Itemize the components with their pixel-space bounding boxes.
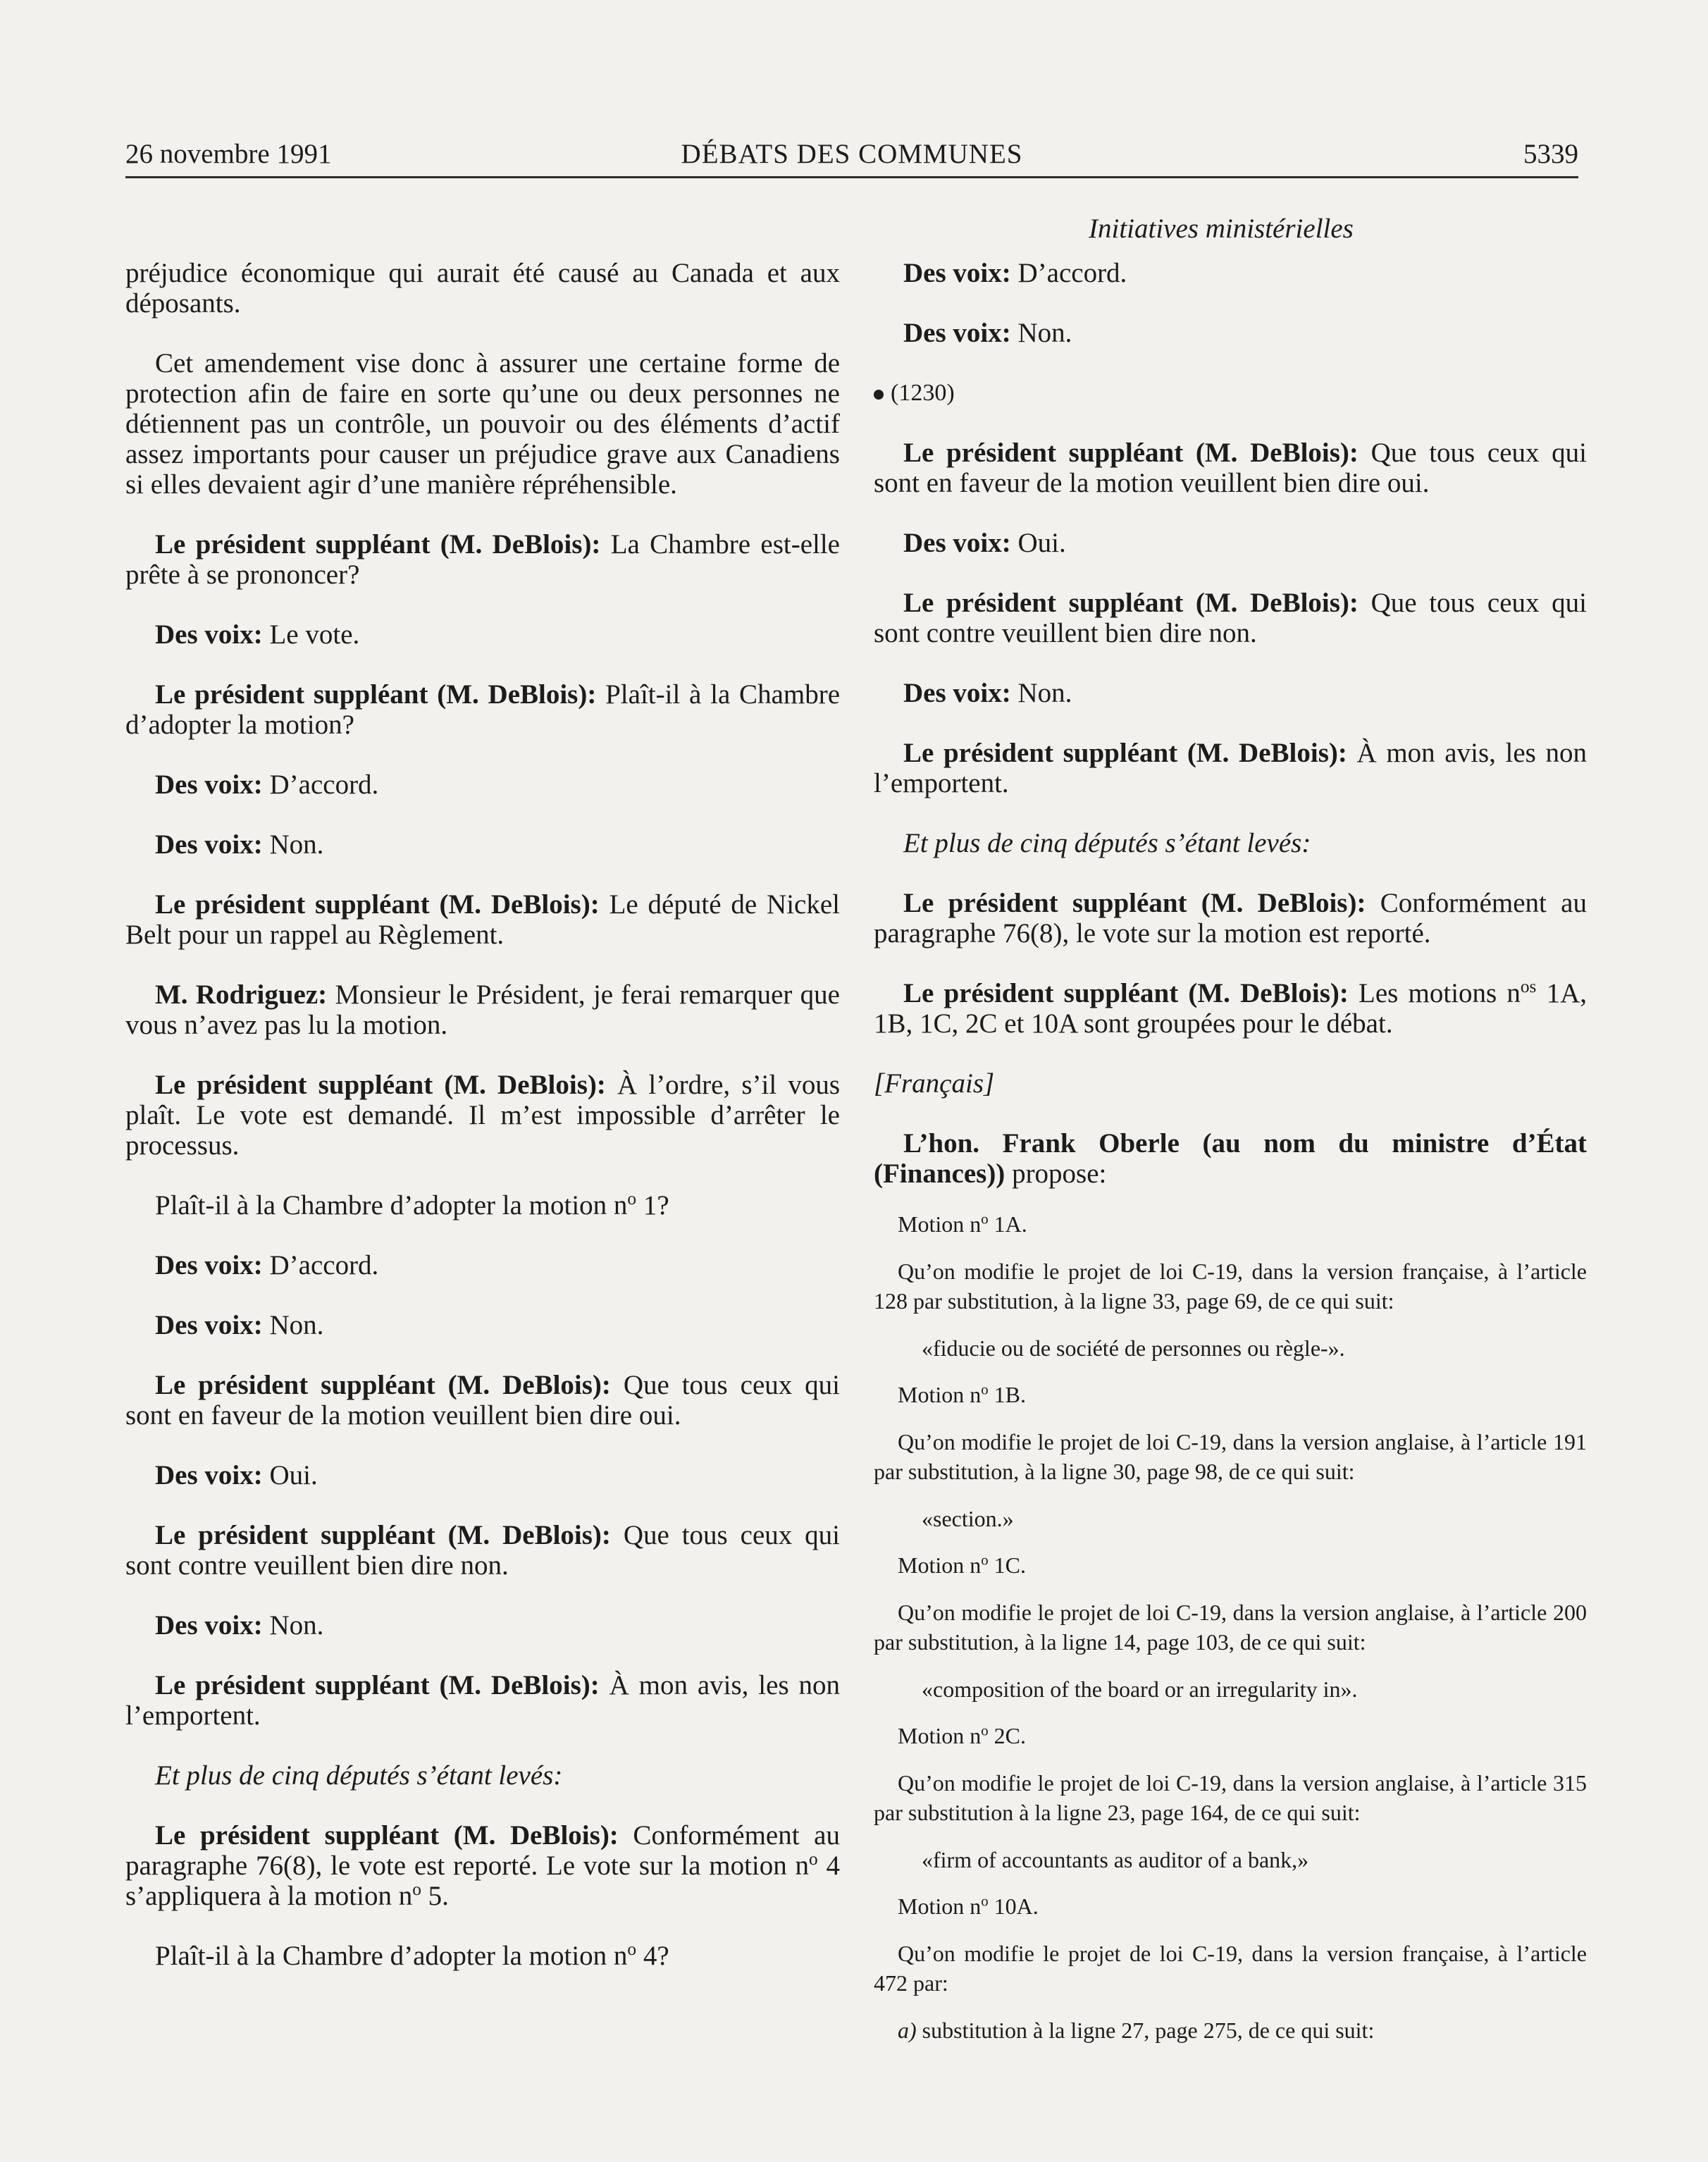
time-marker-text: (1230) [891, 380, 955, 406]
motion-label [898, 1722, 1587, 1750]
speaker: Des voix: [903, 678, 1011, 708]
superscript: o [981, 1211, 989, 1228]
speech: D’accord. [262, 770, 379, 800]
speech: Le député de Nickel Belt pour un rappel au Règlement. [125, 889, 841, 950]
motion-1a [874, 1210, 1587, 1362]
paragraph [874, 438, 1587, 498]
motion-text: Qu’on modifie le projet de loi C-19, dans la version anglaise, à l’article 191 par substitution, à la ligne 30, page 98, de ce qui suit: [874, 1429, 1587, 1484]
paragraph [874, 888, 1587, 949]
motion-label-text: Motion n [898, 1894, 982, 1919]
speaker: Le président suppléant (M. DeBlois): [155, 679, 597, 710]
motion-label-text: 1B. [988, 1382, 1026, 1407]
speaker: Des voix: [155, 770, 263, 800]
speaker: Le président suppléant (M. DeBlois): [903, 978, 1349, 1008]
motion-text: Qu’on modifie le projet de loi C-19, dans la version anglaise, à l’article 200 par substitution, à la ligne 14, page 103, de ce qui suit: [874, 1600, 1587, 1655]
speech: Les motions n [1348, 978, 1521, 1008]
speech: La Chambre est-elle prête à se prononcer? [125, 529, 840, 590]
page-number: 5339 [1523, 139, 1578, 169]
speaker: Le président suppléant (M. DeBlois): [155, 889, 600, 920]
speaker: Des voix: [155, 829, 263, 860]
speech: 1? [636, 1190, 669, 1221]
paragraph: Cet amendement vise donc à assurer une certaine forme de protection afin de faire en sorte qu’une ou deux personnes ne détiennent pas un contrôle, un pouvoir ou des éléments d’actif assez importants pour causer un préjudice grave aux Canadiens si elles devaient agir d’une manière répréhensible. [125, 348, 840, 500]
speech: Plaît-il à la Chambre d’adopter la motion n [155, 1941, 628, 1971]
paragraph [125, 1370, 840, 1431]
speech: Conformément au paragraphe 76(8), le vote est reporté. Le vote sur la motion n [125, 1820, 840, 1881]
superscript: o [981, 1893, 989, 1910]
paragraph [125, 1610, 840, 1641]
paragraph [125, 980, 840, 1040]
stage-direction: Et plus de cinq députés s’étant levés: [903, 828, 1311, 858]
paragraph: préjudice économique qui aurait été causé au Canada et aux déposants. [125, 258, 840, 319]
speaker: Des voix: [903, 318, 1011, 348]
motion-label-text: 1C. [988, 1552, 1026, 1578]
speaker: Le président suppléant (M. DeBlois): [903, 888, 1366, 918]
time-marker [874, 378, 1587, 408]
superscript: o [412, 1879, 421, 1900]
motion-label-text: Motion n [898, 1211, 982, 1237]
speaker: Des voix: [155, 1250, 263, 1280]
motion-label [898, 1892, 1587, 1920]
speech: 4 s’appliquera à la motion n [125, 1851, 841, 1911]
paragraph [125, 1820, 840, 1911]
motion-1b [874, 1380, 1587, 1533]
paragraph [874, 678, 1587, 708]
speaker: L’hon. Frank Oberle (au nom du ministre d’État (Finances)) [874, 1128, 1587, 1189]
motion-label-text: Motion n [898, 1552, 982, 1578]
speech: 1A, 1B, 1C, 2C et 10A sont groupées pour le débat. [874, 978, 1587, 1039]
speech: D’accord. [1010, 258, 1127, 288]
paragraph [125, 1670, 840, 1731]
paragraph [125, 889, 840, 950]
paragraph [125, 1460, 840, 1490]
superscript: o [627, 1189, 637, 1209]
superscript: o [627, 1939, 637, 1960]
speech: 4? [636, 1941, 669, 1971]
left-column [125, 258, 840, 2001]
paragraph [125, 619, 840, 650]
paragraph [125, 1250, 840, 1280]
speaker: Des voix: [155, 1460, 263, 1490]
motion-label-text: 10A. [988, 1894, 1039, 1919]
motion-10a [874, 1892, 1587, 2044]
motion-text: Qu’on modifie le projet de loi C-19, dans la version française, à l’article 128 par substitution, à la ligne 33, page 69, de ce qui suit: [874, 1259, 1587, 1314]
paragraph [125, 829, 840, 860]
language-tag: [Français] [874, 1068, 995, 1099]
header-date: 26 novembre 1991 [125, 139, 332, 169]
paragraph [125, 679, 840, 740]
bullet-icon [874, 390, 884, 400]
speech: Plaît-il à la Chambre d’adopter la motion n [155, 1190, 628, 1221]
speech: Non. [1010, 678, 1072, 708]
motion-2c [874, 1722, 1587, 1874]
motion-1c [874, 1551, 1587, 1703]
speech: Non. [1010, 318, 1072, 348]
page-header [125, 138, 1578, 178]
motion-label [898, 1380, 1587, 1409]
section-heading: Initiatives ministérielles [1089, 214, 1354, 244]
speaker: Le président suppléant (M. DeBlois): [903, 438, 1359, 468]
speech: Non. [262, 829, 324, 860]
paragraph [874, 528, 1587, 558]
speech: Conformément au paragraphe 76(8), le vote sur la motion est reporté. [874, 888, 1587, 949]
stage-direction: Et plus de cinq députés s’étant levés: [155, 1760, 563, 1791]
paragraph [874, 258, 1587, 288]
paragraph [125, 1190, 840, 1221]
header-title: DÉBATS DES COMMUNES [681, 139, 1023, 169]
motion-label-text: Motion n [898, 1382, 982, 1407]
motion-quote: «fiducie ou de société de personnes ou règle-». [922, 1335, 1345, 1361]
speech: Plaît-il à la Chambre d’adopter la motion? [125, 679, 841, 740]
header-rule [125, 176, 1578, 178]
paragraph [874, 588, 1587, 648]
speaker: Des voix: [903, 528, 1011, 558]
speech: D’accord. [262, 1250, 379, 1280]
superscript: o [981, 1722, 989, 1739]
paragraph [125, 1310, 840, 1340]
speech: À mon avis, les non l’emportent. [874, 738, 1588, 798]
paragraph [874, 1128, 1587, 1189]
speaker: Des voix: [155, 1610, 263, 1641]
motion-quote: «composition of the board or an irregularity in». [922, 1676, 1358, 1702]
speaker: Le président suppléant (M. DeBlois): [903, 588, 1359, 618]
speech: À l’ordre, s’il vous plaît. Le vote est demandé. Il m’est impossible d’arrêter le processus. [125, 1070, 840, 1161]
paragraph [125, 1941, 840, 1971]
speech: Que tous ceux qui sont en faveur de la motion veuillent bien dire oui. [125, 1370, 840, 1431]
speech: Non. [262, 1610, 324, 1641]
speaker: M. Rodriguez: [155, 980, 328, 1010]
speech: Que tous ceux qui sont contre veuillent bien dire non. [874, 588, 1587, 648]
motion-label [898, 1551, 1587, 1579]
speaker: Des voix: [903, 258, 1011, 288]
paragraph [874, 318, 1587, 348]
speech: Que tous ceux qui sont contre veuillent bien dire non. [125, 1520, 840, 1581]
paragraph [125, 1070, 840, 1161]
speech: Oui. [1010, 528, 1066, 558]
speaker: Le président suppléant (M. DeBlois): [155, 529, 601, 560]
speaker: Des voix: [155, 619, 263, 650]
motion-label-text: 2C. [988, 1723, 1026, 1748]
right-column [874, 258, 1587, 2063]
motion-text: Qu’on modifie le projet de loi C-19, dans la version anglaise, à l’article 315 par substitution à la ligne 23, page 164, de ce qui suit: [874, 1770, 1587, 1825]
motion-quote: «firm of accountants as auditor of a bank,» [922, 1847, 1309, 1872]
speech: Non. [262, 1310, 324, 1340]
speaker: Le président suppléant (M. DeBlois): [155, 1370, 611, 1400]
item-letter: a) [898, 2018, 917, 2043]
speech: propose: [1005, 1159, 1107, 1189]
motion-label-text: Motion n [898, 1723, 982, 1748]
paragraph [125, 1520, 840, 1581]
paragraph [125, 770, 840, 800]
speech: Oui. [262, 1460, 318, 1490]
paragraph [874, 738, 1587, 798]
speech: À mon avis, les non l’emportent. [125, 1670, 841, 1731]
speaker: Le président suppléant (M. DeBlois): [155, 1820, 619, 1851]
superscript: os [1520, 977, 1537, 997]
motion-label-text: 1A. [988, 1211, 1027, 1237]
motion-label [898, 1210, 1587, 1238]
motion-quote: «section.» [922, 1506, 1014, 1531]
superscript: o [981, 1552, 989, 1569]
motion-quote [898, 2016, 1587, 2044]
superscript: o [981, 1381, 989, 1398]
speaker: Des voix: [155, 1310, 263, 1340]
speaker: Le président suppléant (M. DeBlois): [903, 738, 1347, 768]
speech: Le vote. [262, 619, 360, 650]
speech: 5. [421, 1881, 449, 1911]
motion-text: Qu’on modifie le projet de loi C-19, dans la version française, à l’article 472 par: [874, 1941, 1587, 1996]
speech: Que tous ceux qui sont en faveur de la motion veuillent bien dire oui. [874, 438, 1587, 498]
motion-quote-text: substitution à la ligne 27, page 275, de ce qui suit: [916, 2018, 1375, 2043]
speaker: Le président suppléant (M. DeBlois): [155, 1520, 611, 1550]
superscript: o [809, 1849, 818, 1870]
speech: Monsieur le Président, je ferai remarquer que vous n’avez pas lu la motion. [125, 980, 840, 1040]
speaker: Le président suppléant (M. DeBlois): [155, 1070, 606, 1100]
paragraph [874, 978, 1587, 1039]
speaker: Le président suppléant (M. DeBlois): [155, 1670, 600, 1700]
paragraph [125, 529, 840, 590]
